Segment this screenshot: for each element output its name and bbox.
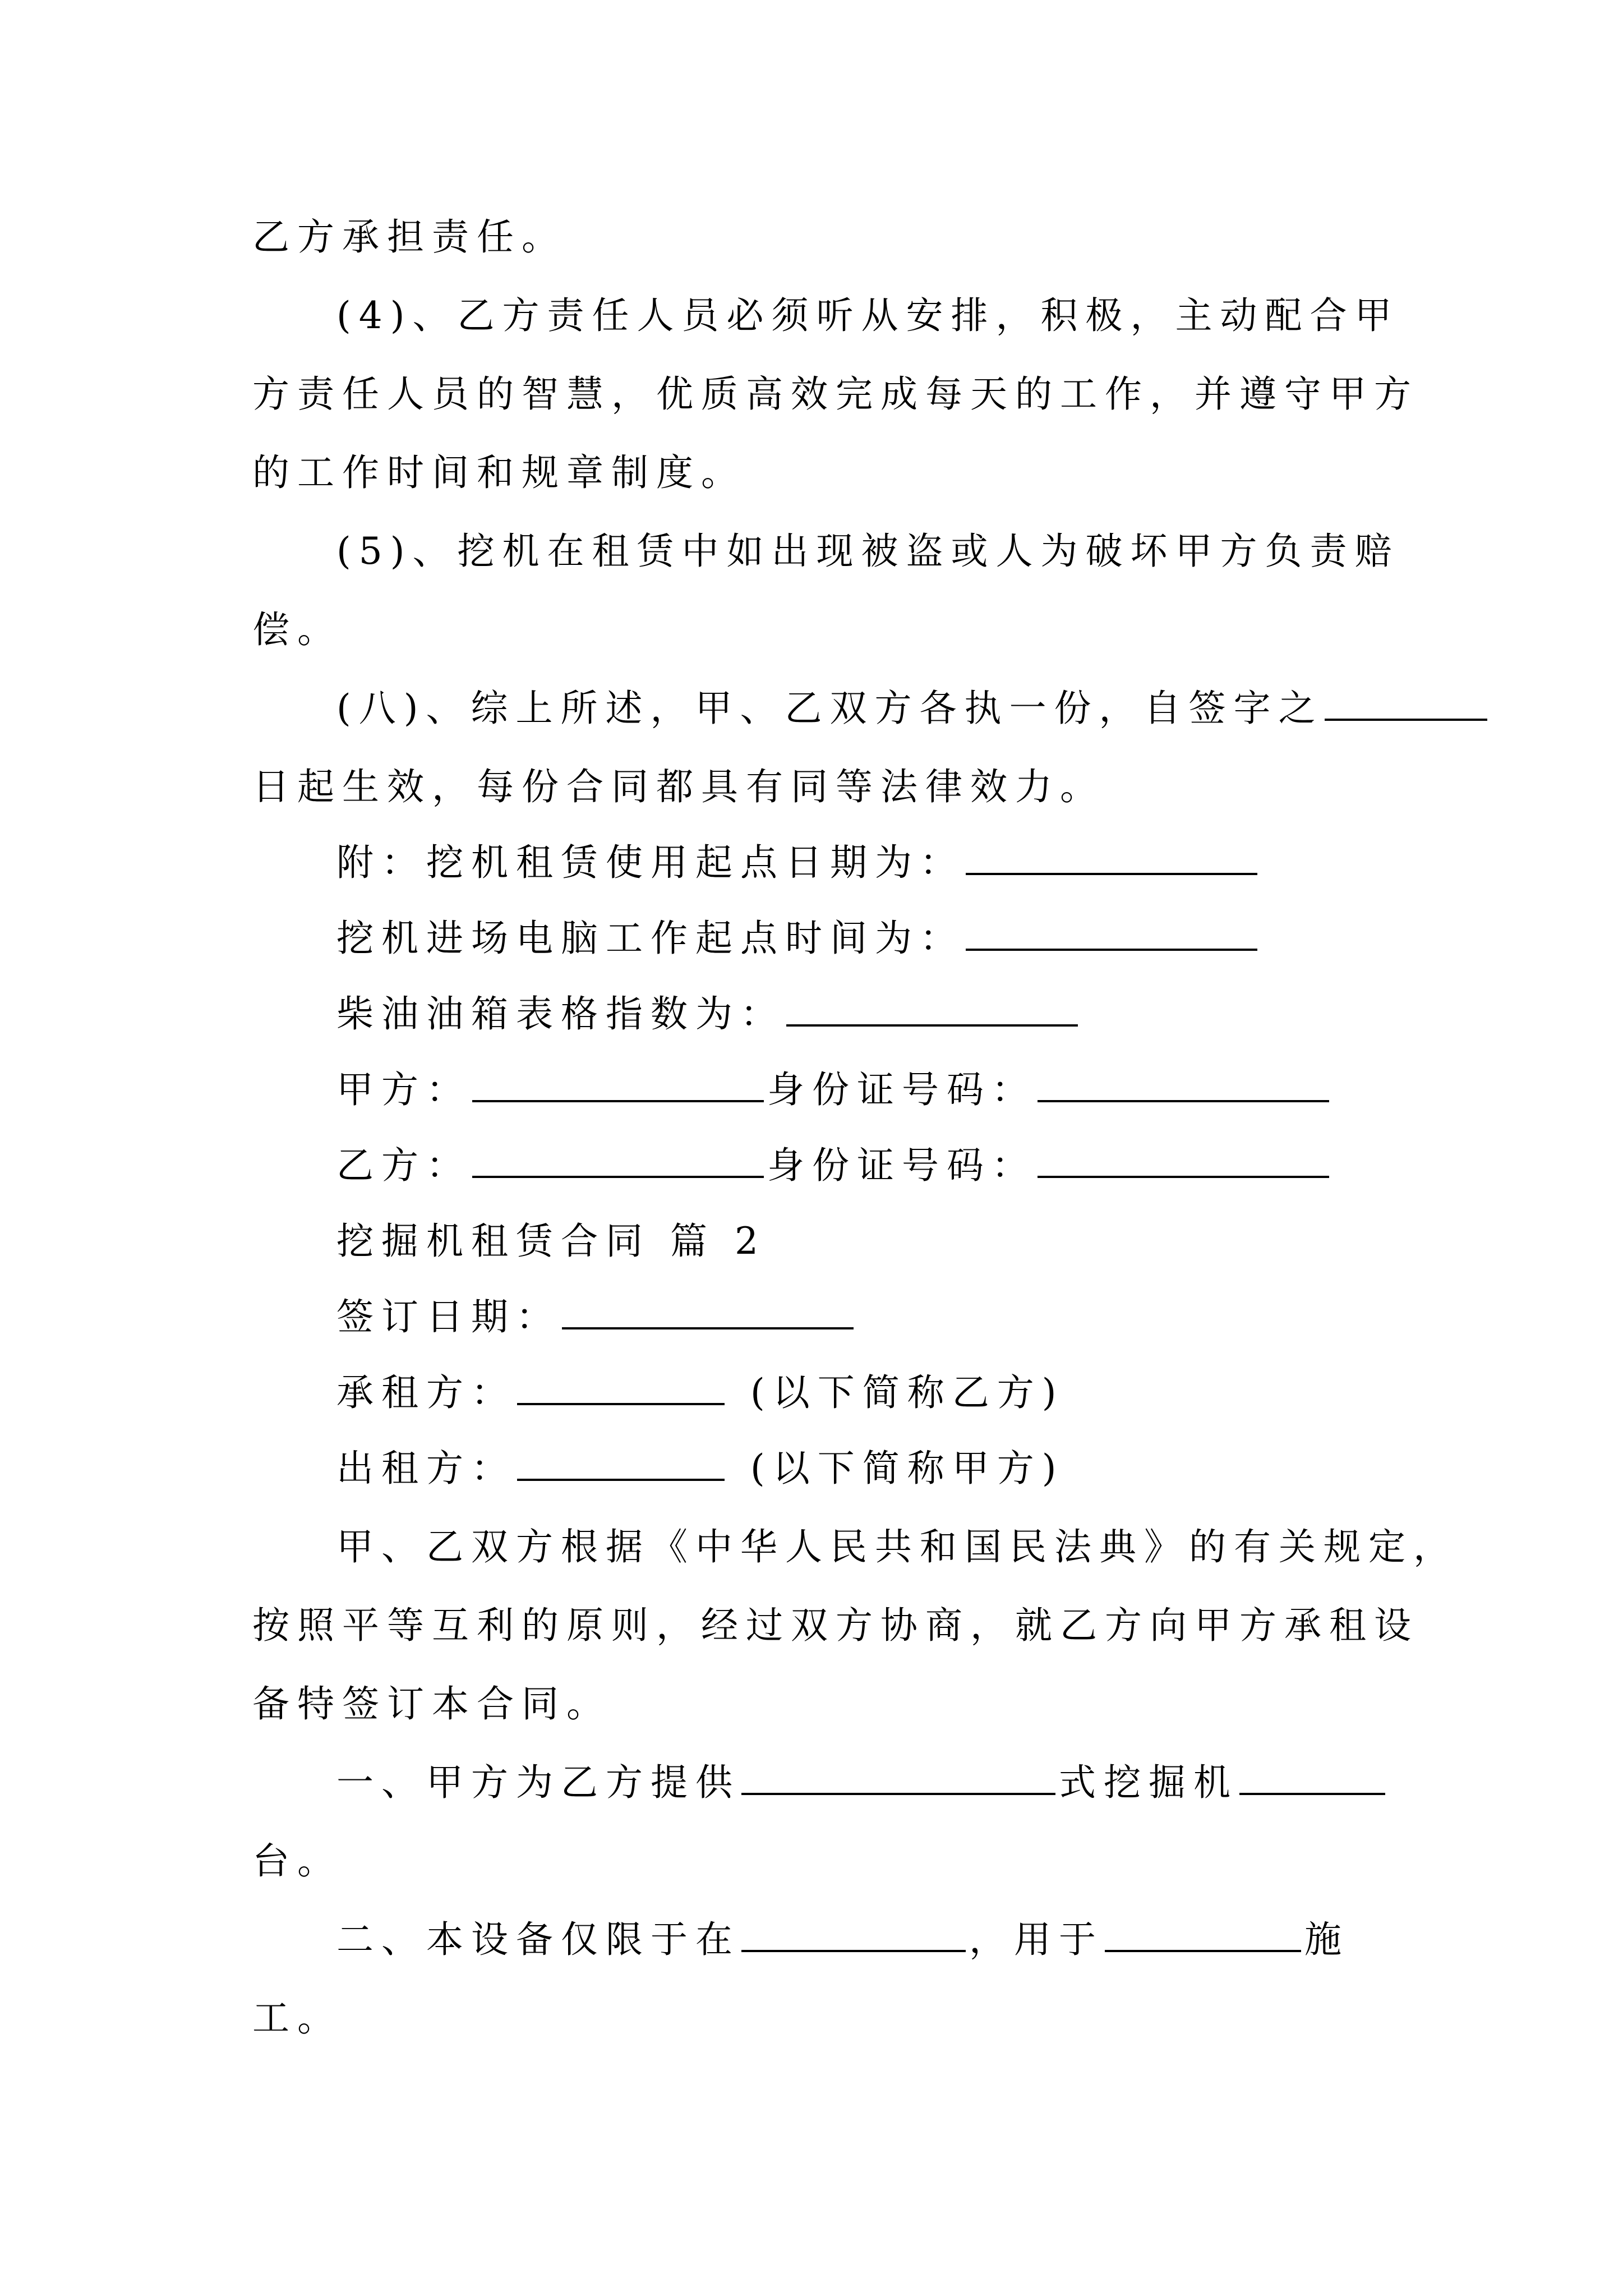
text-segment: 承租方： (336, 1371, 516, 1414)
text-line: 甲、乙双方根据《中华人民共和国民法典》的有关规定， (336, 1525, 1458, 1568)
text-segment: 甲方： (336, 1068, 471, 1111)
text-line: (5)、挖机在租赁中如出现被盗或人为破坏甲方负责赔 (336, 530, 1400, 573)
text-line: (4)、乙方责任人员必须听从安排，积极，主动配合甲 (336, 294, 1400, 337)
text-line (336, 1447, 1064, 1490)
text-line (336, 1144, 1332, 1188)
text-segment: 附：挖机租赁使用起点日期为： (336, 841, 965, 884)
text-segment: (八)、综上所述，甲、乙双方各执一份，自签字之 (336, 687, 1324, 730)
blank-underline (472, 1176, 764, 1178)
text-line: 日起生效，每份合同都具有同等法律效力。 (252, 765, 1105, 808)
blank-underline (741, 1950, 966, 1952)
text-segment: 施 (1304, 1918, 1349, 1961)
text-segment: (以下简称乙方) (750, 1371, 1064, 1414)
text-line (336, 1295, 857, 1339)
text-segment: 乙方： (336, 1144, 471, 1187)
section-heading: 挖掘机租赁合同 篇 2 (336, 1220, 766, 1263)
text-segment: 挖机进场电脑工作起点时间为： (336, 917, 965, 960)
text-segment: 柴油油箱表格指数为： (336, 992, 785, 1036)
text-line (336, 687, 1491, 730)
text-line (336, 841, 1261, 885)
blank-underline (1105, 1950, 1301, 1952)
text-line: 备特签订本合同。 (252, 1682, 611, 1726)
text-segment: ，用于 (969, 1918, 1104, 1961)
text-line: 台。 (252, 1839, 342, 1883)
text-segment: 式挖掘机 (1059, 1761, 1238, 1804)
text-segment: 一、甲方为乙方提供 (336, 1761, 740, 1804)
text-segment: 出租方： (336, 1447, 516, 1490)
text-segment: 签订日期： (336, 1295, 561, 1338)
text-line: 工。 (252, 1996, 342, 2040)
blank-underline (966, 949, 1257, 951)
text-segment: (以下简称甲方) (750, 1447, 1064, 1490)
blank-underline (966, 873, 1257, 875)
text-line (336, 1068, 1332, 1112)
blank-underline (472, 1100, 764, 1102)
text-line: 偿。 (252, 608, 342, 651)
text-line (336, 1371, 1064, 1415)
blank-underline (1038, 1100, 1329, 1102)
blank-underline (517, 1479, 725, 1481)
blank-underline (741, 1793, 1055, 1795)
text-segment: 二、本设备仅限于在 (336, 1918, 740, 1961)
blank-underline (1325, 719, 1487, 721)
blank-underline (562, 1327, 854, 1329)
blank-underline (1239, 1793, 1385, 1795)
text-line: 乙方承担责任。 (252, 215, 566, 259)
blank-underline (1038, 1176, 1329, 1178)
text-line (336, 1761, 1389, 1805)
text-line: 方责任人员的智慧，优质高效完成每天的工作，并遵守甲方 (252, 372, 1419, 416)
text-line (336, 917, 1261, 960)
text-segment: 身份证号码： (767, 1144, 1036, 1187)
text-line (336, 1918, 1349, 1962)
text-segment: 身份证号码： (767, 1068, 1036, 1111)
text-line (336, 992, 1081, 1036)
blank-underline (786, 1024, 1078, 1027)
text-line: 按照平等互利的原则，经过双方协商，就乙方向甲方承租设 (252, 1604, 1419, 1647)
text-line: 的工作时间和规章制度。 (252, 451, 746, 494)
blank-underline (517, 1403, 725, 1405)
